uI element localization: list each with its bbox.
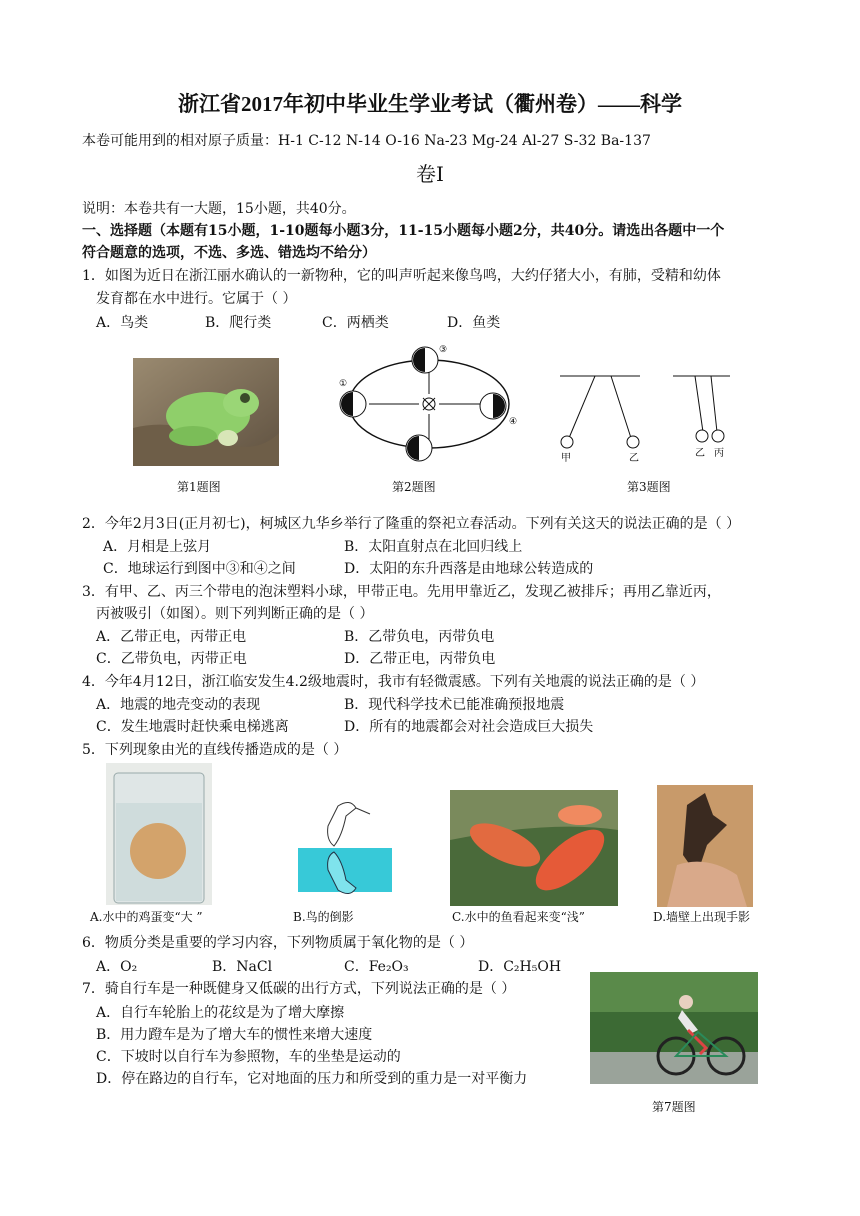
fig2-caption: 第2题图: [392, 480, 436, 494]
q6-option-b[interactable]: B．NaCl: [212, 959, 273, 975]
frog-photo: [133, 358, 279, 466]
fig3-label-jia: 甲: [561, 453, 571, 464]
q3-option-a[interactable]: A．乙带正电，丙带正电: [96, 629, 247, 645]
q2-stem-line1: 2．今年2月3日(正月初七)，柯城区九华乡举行了隆重的祭祀立春活动。下列有关这天的说法正确的是（ ）: [82, 516, 741, 532]
q3-option-d[interactable]: D．乙带正电，丙带负电: [344, 651, 496, 667]
fig2-label-3: ①: [339, 379, 348, 389]
fig3-label-yi2: 乙: [695, 448, 705, 459]
fig7-caption: 第7题图: [652, 1100, 696, 1114]
q2-option-c[interactable]: C．地球运行到图中③和④之间: [103, 561, 296, 577]
q2-option-a[interactable]: A．月相是上弦月: [103, 539, 212, 555]
section-title: 卷Ⅰ: [416, 162, 444, 186]
q3-option-c[interactable]: C．乙带负电，丙带正电: [96, 651, 247, 667]
q1-stem-line1: 1．如图为近日在浙江丽水确认的一新物种，它的叫声听起来像鸟鸣，大约仔猪大小，有肺，受精和幼体: [82, 268, 721, 284]
q1-option-c[interactable]: C．两栖类: [322, 315, 389, 331]
q6-option-a[interactable]: A．O₂: [96, 959, 138, 975]
page-title: 浙江省2017年初中毕业生学业考试（衢州卷）——科学: [178, 92, 682, 116]
q5-option-c[interactable]: C.水中的鱼看起来变“浅”: [452, 910, 585, 924]
q2-option-d[interactable]: D．太阳的东升西落是由地球公转造成的: [344, 561, 594, 577]
q4-option-d[interactable]: D．所有的地震都会对社会造成巨大损失: [344, 719, 594, 735]
q6-stem-line1: 6．物质分类是重要的学习内容，下列物质属于氧化物的是（ ）: [82, 935, 474, 951]
q5-option-d[interactable]: D.墙壁上出现手影: [653, 910, 751, 924]
q1-stem-line2: 发育都在水中进行。它属于（ ）: [96, 291, 297, 307]
q4-stem-line1: 4．今年4月12日，浙江临安发生4.2级地震时，我市有轻微震感。下列有关地震的说法正确的是（ ）: [82, 674, 705, 690]
q6-option-d[interactable]: D．C₂H₅OH: [478, 959, 562, 975]
note: 说明：本卷共有一大题，15小题，共40分。: [82, 201, 356, 217]
q5-stem-line1: 5．下列现象由光的直线传播造成的是（ ）: [82, 742, 348, 758]
q7-option-b[interactable]: B．用力蹬车是为了增大车的惯性来增大速度: [96, 1027, 373, 1043]
q2-option-b[interactable]: B．太阳直射点在北回归线上: [344, 539, 523, 555]
q4-option-b[interactable]: B．现代科学技术已能准确预报地震: [344, 697, 565, 713]
cyclist-photo: [590, 972, 758, 1084]
q3-stem-line1: 3．有甲、乙、丙三个带电的泡沫塑料小球，甲带正电。先用甲靠近乙，发现乙被排斥；再用乙靠近丙，: [82, 584, 721, 600]
charged-balls-diagram: [555, 368, 735, 468]
q4-option-a[interactable]: A．地震的地壳变动的表现: [96, 697, 261, 713]
q1-option-b[interactable]: B．爬行类: [205, 315, 272, 331]
fig3-label-yi1: 乙: [629, 453, 639, 464]
q7-option-a[interactable]: A．自行车轮胎上的花纹是为了增大摩擦: [96, 1005, 345, 1021]
egg-in-water-photo: [106, 763, 212, 905]
q6-option-c[interactable]: C．Fe₂O₃: [344, 959, 409, 975]
fig2-label-1: ④: [509, 417, 518, 427]
q3-stem-line2: 丙被吸引（如图）。则下列判断正确的是（ ）: [96, 606, 374, 622]
q7-option-c[interactable]: C．下坡时以自行车为参照物，车的坐垫是运动的: [96, 1049, 401, 1065]
hand-shadow-photo: [657, 785, 753, 907]
bird-reflection-image: [298, 796, 392, 906]
part1-heading-line2: 符合题意的选项，不选、多选、错选均不给分）: [82, 245, 376, 261]
q7-stem-line1: 7．骑自行车是一种既健身又低碳的出行方式，下列说法正确的是（ ）: [82, 981, 516, 997]
q7-option-d[interactable]: D．停在路边的自行车，它对地面的压力和所受到的重力是一对平衡力: [96, 1071, 528, 1087]
q3-option-b[interactable]: B．乙带负电，丙带负电: [344, 629, 495, 645]
fig2-label-2: ③: [439, 345, 448, 355]
atomic-masses: 本卷可能用到的相对原子质量：H-1 C-12 N-14 O-16 Na-23 Mg-24 Al-27 S-32 Ba-137: [82, 133, 651, 149]
fig3-label-bing: 丙: [714, 448, 724, 459]
part1-heading-line1: 一、选择题（本题有15小题，1-10题每小题3分，11-15小题每小题2分，共40分。请选出各题中一个: [82, 223, 725, 239]
koi-fish-photo: [450, 790, 618, 906]
q1-option-a[interactable]: A．鸟类: [96, 315, 149, 331]
q4-option-c[interactable]: C．发生地震时赶快乘电梯逃离: [96, 719, 289, 735]
q1-option-d[interactable]: D．鱼类: [447, 315, 501, 331]
earth-orbit-diagram: [333, 342, 525, 464]
q5-option-a[interactable]: A.水中的鸡蛋变“大 ”: [90, 910, 203, 924]
q5-option-b[interactable]: B.鸟的倒影: [293, 910, 354, 924]
fig3-caption: 第3题图: [627, 480, 671, 494]
fig1-caption: 第1题图: [177, 480, 221, 494]
